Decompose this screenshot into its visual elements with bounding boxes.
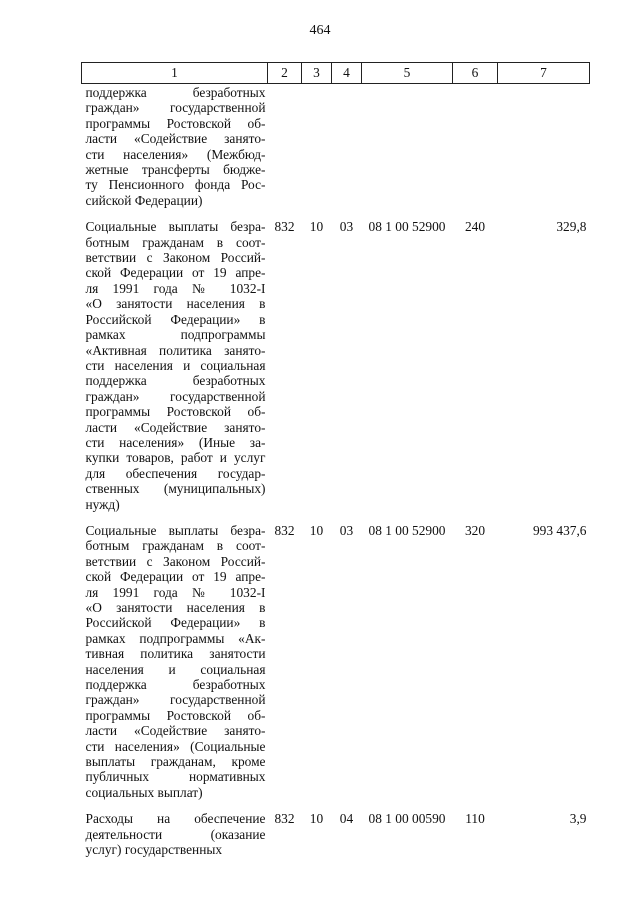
description-line: жетные трансферты бюдже- (85, 162, 266, 178)
column-header-7: 7 (498, 63, 590, 84)
description-line: ветствии с Законом Россий- (85, 250, 266, 266)
column-header-4: 4 (332, 63, 362, 84)
description-line: сти населения и социальная (85, 357, 266, 373)
description-line: ласти «Содействие занято- (85, 419, 266, 435)
description-line: тивная политика занятости (85, 646, 266, 662)
row-description (82, 84, 268, 220)
cell-section: 10 (309, 522, 324, 538)
cell-amount: 993 437,6 (532, 522, 587, 538)
cell-expense-type (453, 84, 498, 220)
description-line: сийской Федерации) (85, 192, 203, 208)
row-description (82, 811, 268, 868)
description-line: рамках подпрограммы (85, 327, 266, 343)
page-number: 464 (309, 23, 331, 38)
description-line: купки товаров, работ и услуг (85, 450, 266, 466)
cell-expense-type: 110 (465, 811, 485, 827)
description-line: выплаты гражданам, кроме (85, 754, 266, 770)
table-row (82, 523, 590, 811)
cell-expense-type: 320 (464, 522, 486, 538)
column-header-5: 5 (362, 63, 453, 84)
description-line: нужд) (85, 496, 120, 512)
description-line: ботным гражданам в соот- (85, 538, 266, 554)
description-line: Социальные выплаты безра- (85, 219, 266, 235)
description-line: «Активная политика занято- (85, 342, 266, 358)
cell-section (302, 84, 332, 220)
description-line: поддержка безработных (85, 677, 266, 693)
row-description (82, 219, 268, 523)
description-line: ветствии с Законом Россий- (85, 553, 266, 569)
cell-subsection: 03 (339, 219, 354, 235)
column-header-6: 6 (453, 63, 498, 84)
cell-expense-type: 240 (464, 219, 486, 235)
column-header-3: 3 (302, 63, 332, 84)
description-line: поддержка безработных (85, 85, 266, 100)
cell-amount: 3,9 (569, 811, 587, 827)
cell-amount: 329,8 (556, 219, 587, 235)
cell-target-article (362, 84, 453, 220)
description-line: «О занятости населения в (85, 600, 266, 615)
description-line: ской Федерации от 19 апре- (85, 569, 266, 585)
budget-table (81, 62, 590, 869)
description-line: граждан» государственной (85, 692, 266, 708)
table-row (82, 219, 590, 523)
column-header-2: 2 (268, 63, 302, 84)
cell-subsection: 04 (339, 811, 354, 827)
description-line: ту Пенсионного фонда Рос- (85, 177, 266, 193)
cell-section: 10 (309, 811, 324, 827)
description-line: социальных выплат) (85, 784, 203, 800)
cell-target-article: 08 1 00 52900 (368, 219, 446, 235)
cell-admin-code (268, 84, 302, 220)
description-line: Социальные выплаты безра- (85, 522, 266, 538)
cell-section: 10 (309, 219, 324, 235)
description-line: граждан» государственной (85, 388, 266, 404)
description-line: программы Ростовской об- (85, 707, 266, 723)
description-line: ботным гражданам в соот- (85, 234, 266, 250)
description-line: сти населения» (Межбюд- (85, 146, 266, 162)
cell-admin-code: 832 (274, 811, 295, 827)
description-line: Расходы на обеспечение (85, 811, 266, 827)
description-line: Российской Федерации» в (85, 311, 266, 327)
description-line: сти населения» (Социальные (85, 738, 266, 754)
cell-admin-code: 832 (274, 522, 295, 538)
cell-admin-code: 832 (274, 219, 295, 235)
table-row (82, 84, 590, 220)
description-line: ля 1991 года № 1032-I (85, 584, 266, 600)
description-line: ласти «Содействие занято- (85, 131, 266, 147)
description-line: для обеспечения государ- (85, 465, 266, 481)
description-line: сти населения» (Иные за- (85, 434, 266, 450)
cell-subsection: 03 (339, 522, 354, 538)
description-line: «О занятости населения в (85, 296, 266, 312)
description-line: ственных (муниципальных) (85, 481, 266, 497)
description-line: Российской Федерации» в (85, 615, 266, 631)
description-line: ской Федерации от 19 апре- (85, 265, 266, 281)
description-line: ля 1991 года № 1032-I (85, 280, 266, 296)
description-line: граждан» государственной (85, 100, 266, 116)
column-header-1: 1 (82, 63, 268, 84)
description-line: услуг) государственных (85, 842, 223, 858)
description-line: рамках подпрограммы «Ак- (85, 630, 266, 646)
description-line: ласти «Содействие занято- (85, 723, 266, 739)
description-line: программы Ростовской об- (85, 404, 266, 420)
cell-subsection (332, 84, 362, 220)
description-line: поддержка безработных (85, 373, 266, 389)
description-line: программы Ростовской об- (85, 115, 266, 131)
description-line: населения и социальная (85, 661, 266, 677)
table-header-row (82, 63, 590, 84)
description-line: публичных нормативных (85, 769, 266, 785)
cell-amount (498, 84, 590, 220)
table-row (82, 811, 590, 868)
cell-target-article: 08 1 00 52900 (368, 522, 446, 538)
cell-target-article: 08 1 00 00590 (368, 811, 446, 827)
row-description (82, 523, 268, 811)
description-line: деятельности (оказание (85, 826, 266, 842)
